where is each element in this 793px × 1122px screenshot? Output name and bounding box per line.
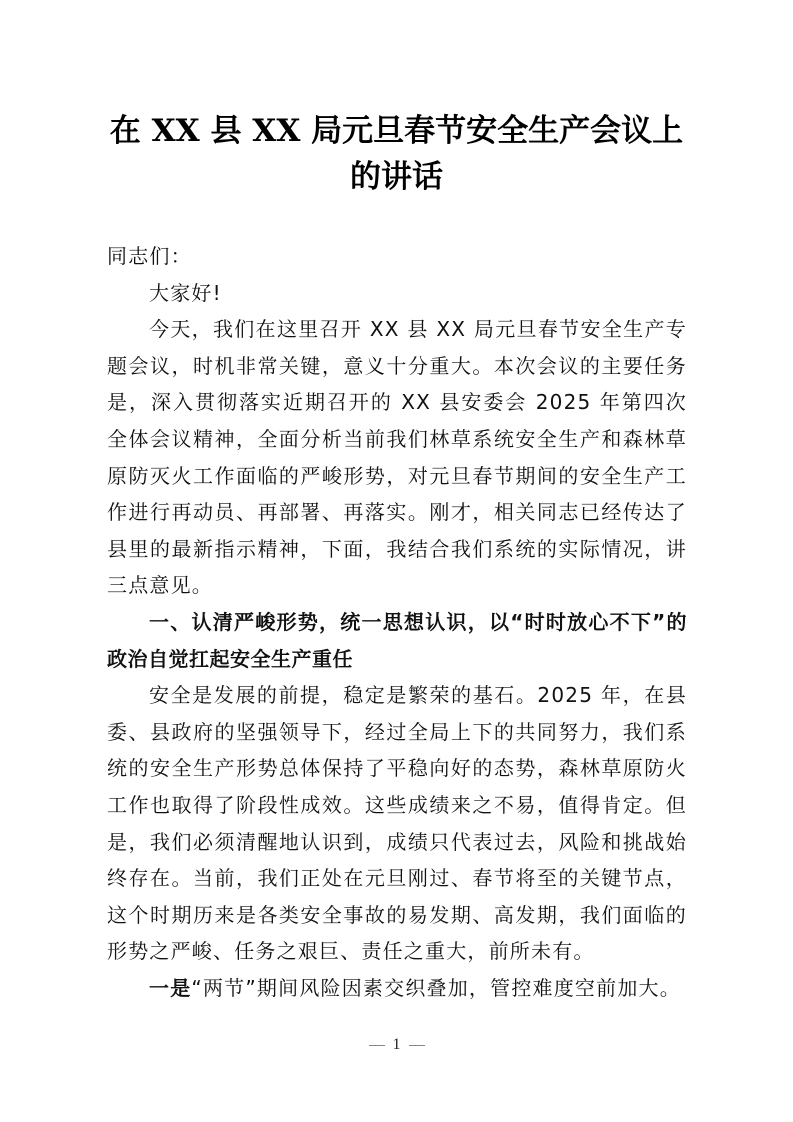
document-title <box>100 108 693 200</box>
document-body <box>107 238 687 1006</box>
page-footer <box>0 1036 793 1054</box>
page-number: 1 <box>392 1036 401 1053</box>
section-heading-1: 一、认清严峻形势，统一思想认识，以“时时放心不下”的政治自觉扛起安全生产重任 <box>107 609 687 671</box>
footer-dash-right <box>409 1045 425 1046</box>
point-one-text: “两节”期间风险因素交织叠加，管控难度空前加大。 <box>191 975 681 1000</box>
footer-dash-left <box>369 1045 385 1046</box>
intro-paragraph: 今天，我们在这里召开 XX 县 XX 局元旦春节安全生产专题会议，时机非常关键，意义十分重大。本次会议的主要任务是，深入贯彻落实近期召开的 XX 县安委会 2025 年第四次全体会议精神，全面分析当前我们林草系统安全生产和森林草原防灭火工作面临的严峻形势，对元旦春节期间的安全生产工作进行再动员、再部署、再落实。刚才，相关同志已经传达了县里的最新指示精神，下面，我结合我们系统的实际情况，讲三点意见。 <box>107 317 687 598</box>
section-1-paragraph: 安全是发展的前提，稳定是繁荣的基石。2025 年，在县委、县政府的坚强领导下，经过全局上下的共同努力，我们系统的安全生产形势总体保持了平稳向好的态势，森林草原防火工作也取得了阶段性成效。这些成绩来之不易，值得肯定。但是，我们必须清醒地认识到，成绩只代表过去，风险和挑战始终存在。当前，我们正处在元旦刚过、春节将至的关键节点，这个时期历来是各类安全事故的易发期、高发期，我们面临的形势之严峻、任务之艰巨、责任之重大，前所未有。 <box>107 683 687 964</box>
point-one-lead: 一是 <box>149 975 192 1000</box>
point-one-paragraph <box>107 970 687 1007</box>
title-line-2: 的讲话 <box>350 159 443 195</box>
greeting: 大家好! <box>149 280 222 305</box>
salutation: 同志们： <box>107 244 192 268</box>
title-line-1: 在 XX 县 XX 局元旦春节安全生产会议上 <box>109 113 684 149</box>
